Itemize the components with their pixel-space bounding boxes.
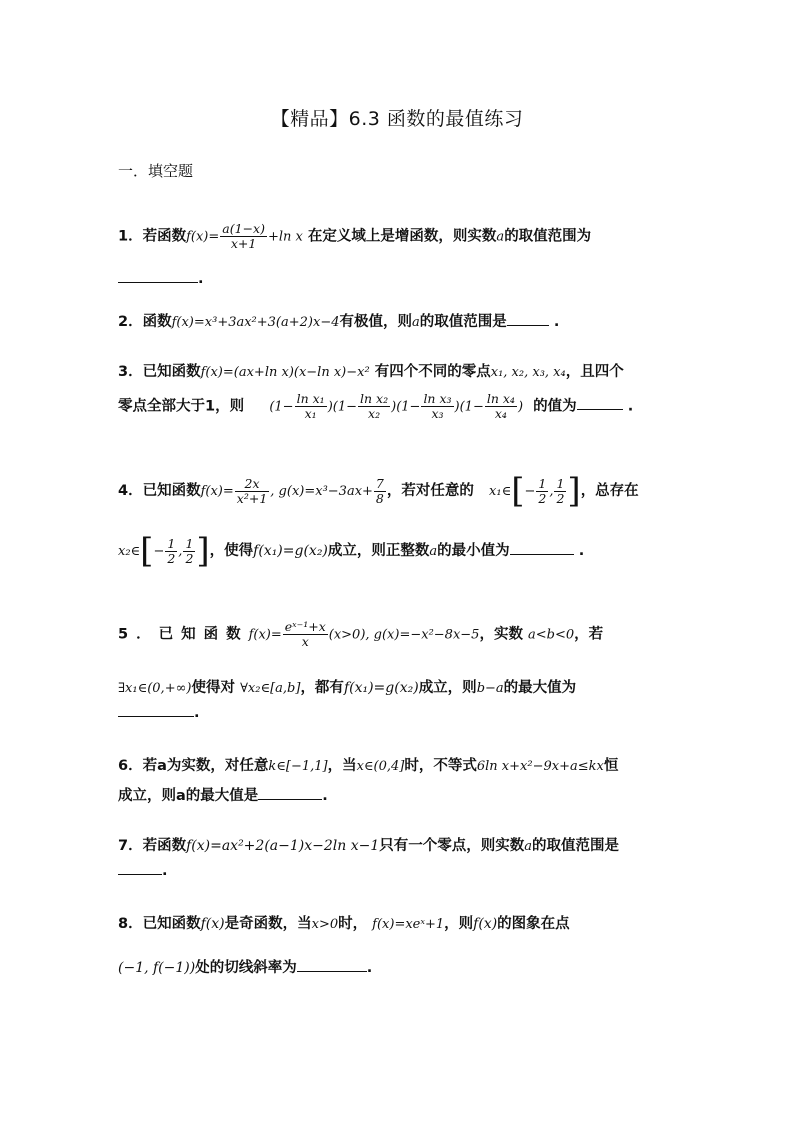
q6-end: .: [322, 788, 328, 804]
q5-f-frac: [283, 620, 328, 649]
q6-number: 6．若a为实数，对任意: [118, 758, 269, 774]
q1-number: 1．若函数: [118, 228, 187, 245]
q3-frac-3-den: x₃: [431, 405, 444, 421]
q5-text-6: 的最大值为: [503, 680, 577, 696]
right-bracket: ]: [196, 531, 210, 571]
q8-fx: f(x): [200, 916, 225, 932]
q4-text-2: ，总存在: [580, 483, 639, 499]
section-heading: 一．填空题: [118, 162, 194, 180]
q5-text-3: 使得对: [191, 680, 235, 696]
q7-end: .: [162, 863, 168, 879]
question-3-line-2: [118, 392, 676, 421]
q3-frac-1-den: x₁: [304, 405, 317, 421]
answer-blank[interactable]: [258, 787, 322, 800]
question-5-line-2: [118, 676, 676, 697]
q2-formula: f(x)=x³+3ax²+3(a+2)x−4: [171, 315, 340, 330]
q4-eq: f(x₁)=g(x₂): [253, 543, 328, 559]
question-7-line-2: [118, 862, 676, 879]
q8-end: .: [366, 960, 373, 976]
q3-frac-1-num: ln x₁: [296, 391, 325, 406]
answer-blank[interactable]: [297, 959, 367, 972]
question-4-line-2: [118, 531, 676, 571]
q5-f-den: x: [301, 633, 309, 649]
q8-fx-2: f(x): [473, 916, 498, 932]
q5-text: ，实数: [479, 626, 523, 643]
q4-g-left: , g(x)=x³−3ax+: [270, 484, 373, 499]
q1-end: .: [198, 271, 204, 287]
question-4-line-1: [118, 471, 676, 511]
q4-number: 4．已知函数: [118, 483, 201, 499]
q6-k: k∈[−1,1]: [268, 759, 328, 774]
q3-text-4: 的值为: [533, 398, 577, 415]
q4-half-den: 2: [538, 490, 547, 506]
q6-x: x∈(0,4]: [356, 759, 405, 774]
q5-f-num: eˣ⁻¹+x: [284, 619, 326, 634]
q4-half-num: 1: [538, 475, 547, 491]
q4-neg: −: [153, 544, 165, 559]
q8-text: 是奇函数，当: [224, 916, 312, 932]
q7-var-a: a: [524, 839, 533, 854]
q5-bma: b−a: [476, 681, 504, 696]
q4-half: [183, 537, 195, 566]
question-8-line-2: [118, 956, 676, 977]
q4-comma: ,: [549, 484, 554, 499]
q5-f-left: f(x)=: [248, 627, 282, 643]
answer-blank[interactable]: [510, 542, 574, 555]
q4-half-den: 2: [167, 550, 176, 566]
q4-f-frac: [235, 477, 270, 506]
q8-number: 8．已知函数: [118, 916, 201, 932]
answer-blank[interactable]: [118, 270, 198, 283]
left-bracket: [: [511, 471, 525, 511]
q4-comma: ,: [178, 544, 183, 559]
q3-text: 有四个不同的零点: [374, 364, 491, 380]
q3-paren: ): [327, 399, 333, 415]
q4-text-4: 成立，则正整数: [327, 543, 430, 559]
q4-g-num: 7: [375, 475, 384, 491]
q2-number: 2．函数: [118, 314, 172, 330]
question-5-line-1: [118, 620, 676, 649]
q5-eq: f(x₁)=g(x₂): [343, 680, 419, 696]
q3-formula: f(x)=(ax+ln x)(x−ln x)−x²: [200, 365, 370, 380]
q7-formula: f(x)=ax²+2(a−1)x−2ln x−1: [186, 838, 380, 854]
q4-neg: −: [524, 484, 536, 499]
q6-text-4: 成立，则a的最大值是: [118, 788, 259, 804]
q1-frac-num: a(1−x): [222, 221, 265, 236]
q2-text: 有极值，则: [339, 314, 412, 330]
q8-cond: x>0: [311, 917, 339, 932]
q1-formula-right: +ln x: [267, 229, 303, 245]
answer-blank[interactable]: [507, 313, 549, 326]
q1-text-2: 的取值范围为: [504, 228, 592, 245]
q3-zeros: x₁, x₂, x₃, x₄: [490, 365, 566, 380]
question-2: [118, 310, 676, 331]
q3-frac-4-num: ln x₄: [486, 391, 515, 406]
q3-frac-3-num: ln x₃: [423, 391, 452, 406]
q8-text-4: 的图象在点: [497, 916, 570, 932]
q3-paren: ): [454, 399, 460, 415]
q7-text-2: 的取值范围是: [532, 838, 620, 854]
q3-frac-2: [358, 392, 390, 421]
q1-var-a: a: [496, 229, 505, 245]
q6-text-3: 恒: [603, 758, 619, 774]
q3-frac-1: [295, 392, 327, 421]
q3-frac-4-den: x₄: [494, 405, 507, 421]
q3-paren: (1−: [332, 399, 358, 415]
q4-g-frac: [374, 477, 386, 506]
right-bracket: ]: [567, 471, 581, 511]
q5-forall: ∀x₂∈[a,b]: [240, 681, 301, 696]
q6-text-2: 时，不等式: [404, 758, 477, 774]
q4-f-left: f(x)=: [200, 484, 234, 499]
answer-blank[interactable]: [577, 397, 623, 410]
q5-end: .: [194, 705, 200, 721]
q3-paren: ): [517, 399, 524, 415]
answer-blank[interactable]: [118, 862, 162, 875]
q4-text-3: ，使得: [209, 543, 254, 559]
q6-text: ，当: [327, 758, 357, 774]
q8-text-2: 时，: [338, 916, 368, 932]
q1-text: 在定义域上是增函数，则实数: [307, 228, 497, 245]
question-3-line-1: [118, 360, 676, 381]
q6-ineq: 6ln x+x²−9x+a≤kx: [476, 759, 604, 774]
q5-number: 5．已知函数: [118, 626, 249, 643]
q5-text-2: ，若: [574, 626, 604, 643]
q2-text-2: 的取值范围是: [419, 314, 507, 330]
q4-var-a: a: [429, 544, 438, 559]
q3-frac-2-num: ln x₂: [360, 391, 389, 406]
q5-text-4: ，都有: [300, 680, 344, 696]
q3-paren: ): [391, 399, 397, 415]
q4-half-den: 2: [185, 550, 194, 566]
q4-text-5: 的最小值为: [437, 543, 510, 559]
q8-text-5: 处的切线斜率为: [195, 960, 297, 976]
q3-frac-4: [485, 392, 517, 421]
q5-exists: ∃x₁∈(0,+∞): [118, 681, 192, 696]
left-bracket: [: [140, 531, 154, 571]
q2-var-a: a: [412, 315, 420, 330]
q3-paren: (1−: [459, 399, 484, 415]
q4-f-den: x²+1: [236, 490, 268, 506]
q3-paren: (1−: [396, 399, 421, 415]
q4-f-num: 2x: [235, 477, 270, 492]
q4-text: ，若对任意的: [386, 483, 474, 499]
question-7-line-1: [118, 834, 676, 855]
question-6-line-1: [118, 754, 676, 775]
q1-formula-left: f(x)=: [186, 229, 220, 245]
q3-number: 3．已知函数: [118, 364, 201, 380]
q3-text-3: 零点全部大于1，则: [118, 398, 245, 415]
question-1-line-2: [118, 270, 676, 287]
answer-blank[interactable]: [118, 704, 194, 717]
q4-half-num: 1: [167, 535, 176, 551]
q2-end: .: [553, 314, 560, 330]
q1-fraction: [220, 222, 267, 251]
question-8-line-1: [118, 912, 676, 933]
q7-text: 只有一个零点，则实数: [379, 838, 525, 854]
q4-g-den: 8: [375, 490, 384, 506]
q5-f-cond: (x>0): [328, 627, 366, 643]
question-6-line-2: [118, 784, 676, 805]
q4-half-num: 1: [556, 475, 565, 491]
q3-frac-2-den: x₂: [368, 405, 381, 421]
q8-formula: f(x)=xeˣ+1: [372, 917, 445, 932]
q3-frac-3: [421, 392, 453, 421]
q8-text-3: ，则: [444, 916, 474, 932]
q4-half: [165, 537, 177, 566]
q4-half: [536, 477, 548, 506]
q7-number: 7．若函数: [118, 838, 187, 854]
q5-g: , g(x)=−x²−8x−5: [365, 627, 480, 643]
page-title: 【精品】6.3 函数的最值练习: [270, 108, 524, 130]
question-5-line-3: [118, 704, 676, 721]
q3-end: .: [627, 398, 634, 415]
q3-paren: (1−: [269, 399, 294, 415]
question-1-line-1: [118, 222, 676, 251]
q4-half-den: 2: [556, 490, 565, 506]
q4-x2: x₂∈: [118, 544, 141, 559]
q4-half-num: 1: [185, 535, 194, 551]
q8-point: (−1, f(−1)): [118, 960, 196, 976]
q4-half: [554, 477, 566, 506]
q5-text-5: 成立，则: [418, 680, 477, 696]
q3-text-2: ，且四个: [565, 364, 624, 380]
q5-ab: a<b<0: [528, 627, 575, 643]
q4-end: .: [578, 543, 585, 559]
q1-frac-den: x+1: [230, 235, 257, 251]
q4-x1: x₁∈: [489, 484, 512, 499]
